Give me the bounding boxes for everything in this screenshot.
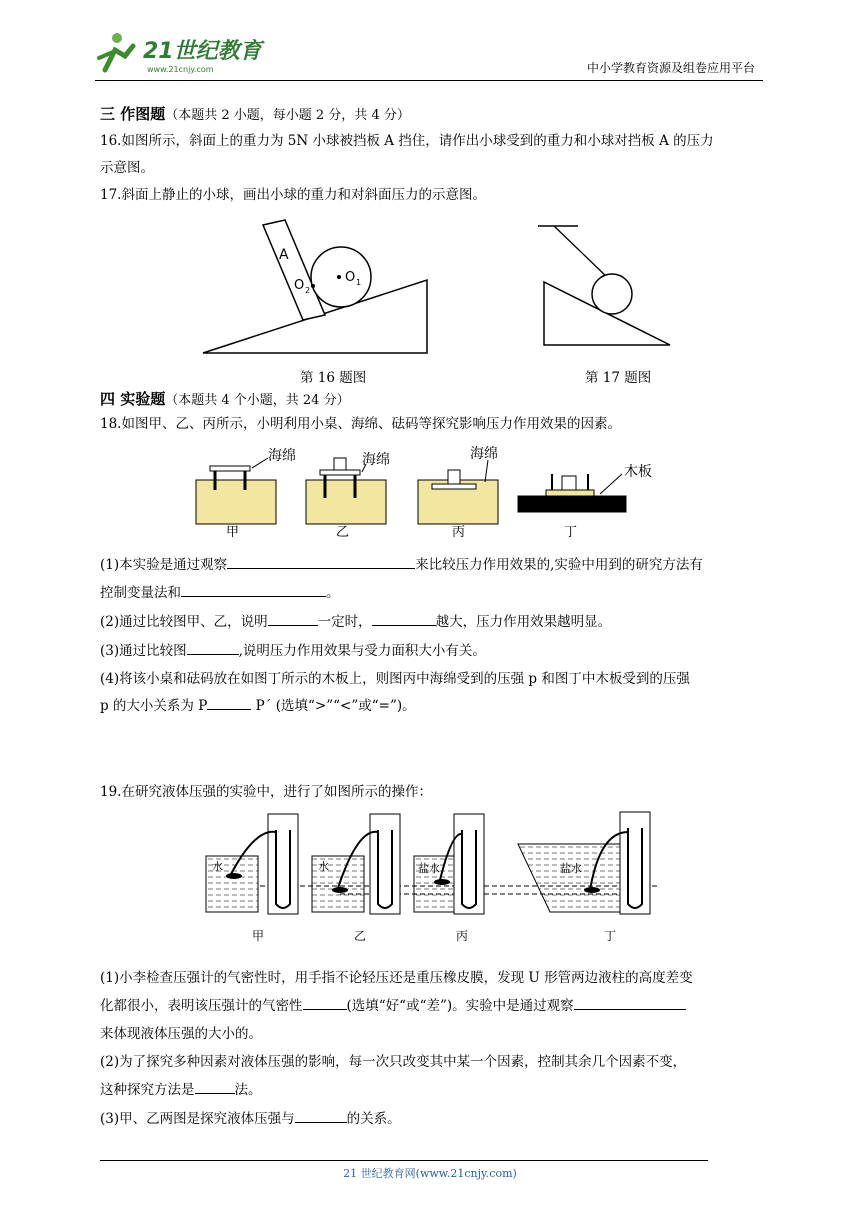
fig19-jia	[206, 814, 298, 943]
q18-text: 18.如图甲、乙、丙所示，小明利用小桌、海绵、砝码等探究影响压力作用效果的因素。	[100, 416, 621, 432]
fig18-jia	[196, 448, 296, 540]
figure-18	[190, 438, 670, 542]
fig18-sponge-1: 海绵	[268, 448, 296, 464]
section3-heading	[100, 103, 410, 124]
fig19-brine-2: 盐水	[560, 862, 582, 875]
q18-1-blank-a[interactable]	[227, 554, 415, 569]
svg-text:丙: 丙	[456, 929, 469, 943]
ball-17	[592, 274, 632, 314]
q18-2-blank-a[interactable]	[268, 611, 318, 626]
fig19-water-2: 水	[318, 860, 329, 873]
section3-note: （本题共 2 小题，每小题 2 分，共 4 分）	[165, 108, 410, 123]
string-17	[554, 226, 608, 278]
q19-1-line2: 化都很小，表明该压强计的气密性 (选填“好“或“差”)。实验中是通过观察	[100, 994, 686, 1014]
section4-title: 四 实验题	[100, 390, 166, 408]
label-o2: O	[294, 278, 305, 293]
q18-2-line: (2)通过比较图甲、乙，说明 一定时， 越大，压力作用效果越明显。	[100, 610, 611, 630]
label-o1: O	[345, 270, 356, 285]
figure-17	[530, 220, 680, 355]
section3-title: 三 作图题	[100, 105, 166, 123]
fig18-bing	[418, 446, 498, 540]
label-o1-sub: 1	[356, 278, 362, 287]
q19-1-line1: (1)小李检查压强计的气密性时，用手指不论轻压还是重压橡皮膜，发现 U 形管两边液柱的高度差变	[100, 970, 693, 986]
q19-3-blank[interactable]	[295, 1108, 347, 1123]
section4-note: （本题共 4 个小题，共 24 分）	[165, 393, 350, 408]
q18-4-blank[interactable]	[207, 695, 251, 710]
platform-name: 中小学教育资源及组卷应用平台	[586, 61, 755, 75]
svg-text:丁: 丁	[604, 929, 617, 943]
q19-1-blank-a[interactable]	[303, 995, 347, 1010]
q19-2-blank[interactable]	[195, 1079, 235, 1094]
fig18-label-jia: 甲	[226, 525, 240, 540]
q19-2-line2: 这种探究方法是 法。	[100, 1078, 262, 1098]
footer-link[interactable]: 21 世纪教育网(www.21cnjy.com)	[343, 1167, 517, 1180]
logo-url: www.21cnjy.com	[147, 65, 214, 74]
q18-3-blank[interactable]	[187, 640, 239, 655]
fig18-sponge-3: 海绵	[470, 446, 498, 462]
q18-2-blank-b[interactable]	[372, 611, 436, 626]
fig19-water-1: 水	[212, 860, 223, 873]
figure-16	[195, 215, 435, 360]
q19-1-blank-b[interactable]	[574, 995, 686, 1010]
q18-1-blank-b[interactable]	[181, 582, 326, 597]
page-header	[95, 28, 763, 81]
fig18-yi	[306, 452, 390, 540]
section4-heading	[100, 388, 350, 409]
caption-16: 第 16 题图	[300, 370, 367, 386]
svg-text:乙: 乙	[354, 929, 367, 943]
fig18-label-ding: 丁	[564, 525, 578, 540]
fig18-label-bing: 丙	[452, 525, 466, 540]
svg-text:甲: 甲	[252, 929, 265, 943]
q17-text: 17.斜面上静止的小球，画出小球的重力和对斜面压力的示意图。	[100, 187, 486, 203]
fig19-yi	[312, 814, 400, 943]
q18-1-line1: (1)本实验是通过观察 来比较压力作用效果的,实验中用到的研究方法有	[100, 553, 703, 573]
q16-line1: 16.如图所示，斜面上的重力为 5N 小球被挡板 A 挡住，请作出小球受到的重力和小球对挡板 A 的压力	[100, 133, 714, 149]
logo	[95, 28, 265, 78]
caption-17: 第 17 题图	[585, 370, 652, 386]
q19-1-line3: 来体现液体压强的大小的。	[100, 1026, 262, 1042]
footer-divider	[100, 1160, 708, 1161]
q19-2-line1: (2)为了探究多种因素对液体压强的影响，每一次只改变其中某一个因素，控制其余几个因素不变，	[100, 1054, 687, 1070]
label-o2-sub: 2	[305, 286, 311, 295]
q18-4-line1: (4)将该小桌和砝码放在如图丁所示的木板上，则图丙中海绵受到的压强 p 和图丁中木板受到的压强	[100, 671, 690, 687]
q16-line2: 示意图。	[100, 160, 154, 176]
q18-3-line: (3)通过比较图 ,说明压力作用效果与受力面积大小有关。	[100, 639, 486, 659]
logo-text: 21世纪教育	[143, 39, 262, 64]
fig19-bing	[414, 814, 484, 943]
q19-text: 19.在研究液体压强的实验中，进行了如图所示的操作：	[100, 784, 432, 800]
fig18-board: 木板	[624, 464, 652, 480]
fig18-label-yi: 乙	[336, 525, 350, 540]
label-a: A	[279, 247, 289, 263]
q18-1-line2: 控制变量法和 。	[100, 581, 340, 601]
fig18-sponge-2: 海绵	[362, 452, 390, 468]
q18-4-line2: p 的大小关系为 P P´ (选填“>”“<”或“=”)。	[100, 694, 416, 714]
fig19-brine-1: 盐水	[418, 862, 440, 875]
fig18-ding	[518, 463, 652, 540]
fig19-ding	[518, 812, 650, 943]
q19-3-line: (3)甲、乙两图是探究液体压强与 的关系。	[100, 1107, 401, 1127]
figure-19	[200, 808, 670, 948]
